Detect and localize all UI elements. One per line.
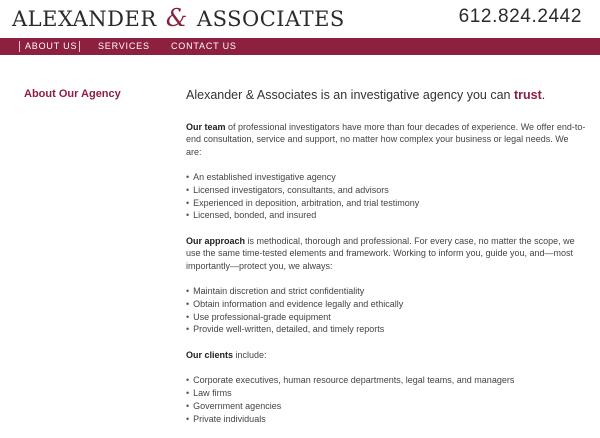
nav-contact-us[interactable]: CONTACT US [171,41,237,51]
main-nav [0,38,600,55]
approach-paragraph [186,235,586,272]
list-item: • Licensed investigators, consultants, and advisors [186,184,586,197]
team-text: of professional investigators have more than four decades of experience. We offer end-to-end consultation, service and support, no matter how complex your business or legal needs. We are: [186,122,586,157]
site-header [0,0,600,38]
nav-services[interactable]: SERVICES [98,41,150,51]
list-item: • Private individuals [186,413,586,426]
logo-ampersand: & [165,4,188,32]
nav-separator [79,41,80,52]
list-item: • Maintain discretion and strict confidentiality [186,285,586,298]
list-item: • Use professional-grade equipment [186,311,586,324]
sidebar-title: About Our Agency [24,88,121,100]
site-logo[interactable] [12,4,345,32]
clients-label: Our clients [186,350,234,361]
phone-number[interactable]: 612.824.2442 [458,6,582,27]
nav-about-us[interactable]: ABOUT US [25,41,78,51]
clients-text: include: [233,350,267,361]
team-list [186,171,586,222]
approach-text: is methodical, thorough and professional. For every case, no matter the scope, we use the same time-tested elements and framework. Working to inform you, guide you, and—most importantly—protect you, we always: [186,236,575,271]
list-item: • An established investigative agency [186,171,586,184]
intro-text: Alexander & Associates is an investigative agency you can [186,88,511,102]
list-item: • Corporate executives, human resource departments, legal teams, and managers [186,374,586,387]
team-label: Our team [186,122,226,132]
intro-emphasis: trust [513,88,542,102]
list-item: • Obtain information and evidence legally and ethically [186,298,586,311]
clients-paragraph [186,349,586,361]
logo-text-associates: ASSOCIATES [196,7,345,31]
intro-end: . [541,88,546,102]
logo-text-alexander: ALEXANDER [12,7,157,31]
list-item: • Experienced in deposition, arbitration, and trial testimony [186,197,586,210]
intro-headline [186,88,586,102]
list-item: • Provide well-written, detailed, and timely reports [186,323,586,336]
list-item: • Government agencies [186,400,586,413]
team-paragraph [186,121,586,158]
main-content [186,88,586,438]
list-item: • Licensed, bonded, and insured [186,209,586,222]
approach-list [186,285,586,336]
clients-list [186,374,586,425]
nav-separator [19,41,20,52]
approach-label: Our approach [186,236,246,247]
list-item: • Law firms [186,387,586,400]
